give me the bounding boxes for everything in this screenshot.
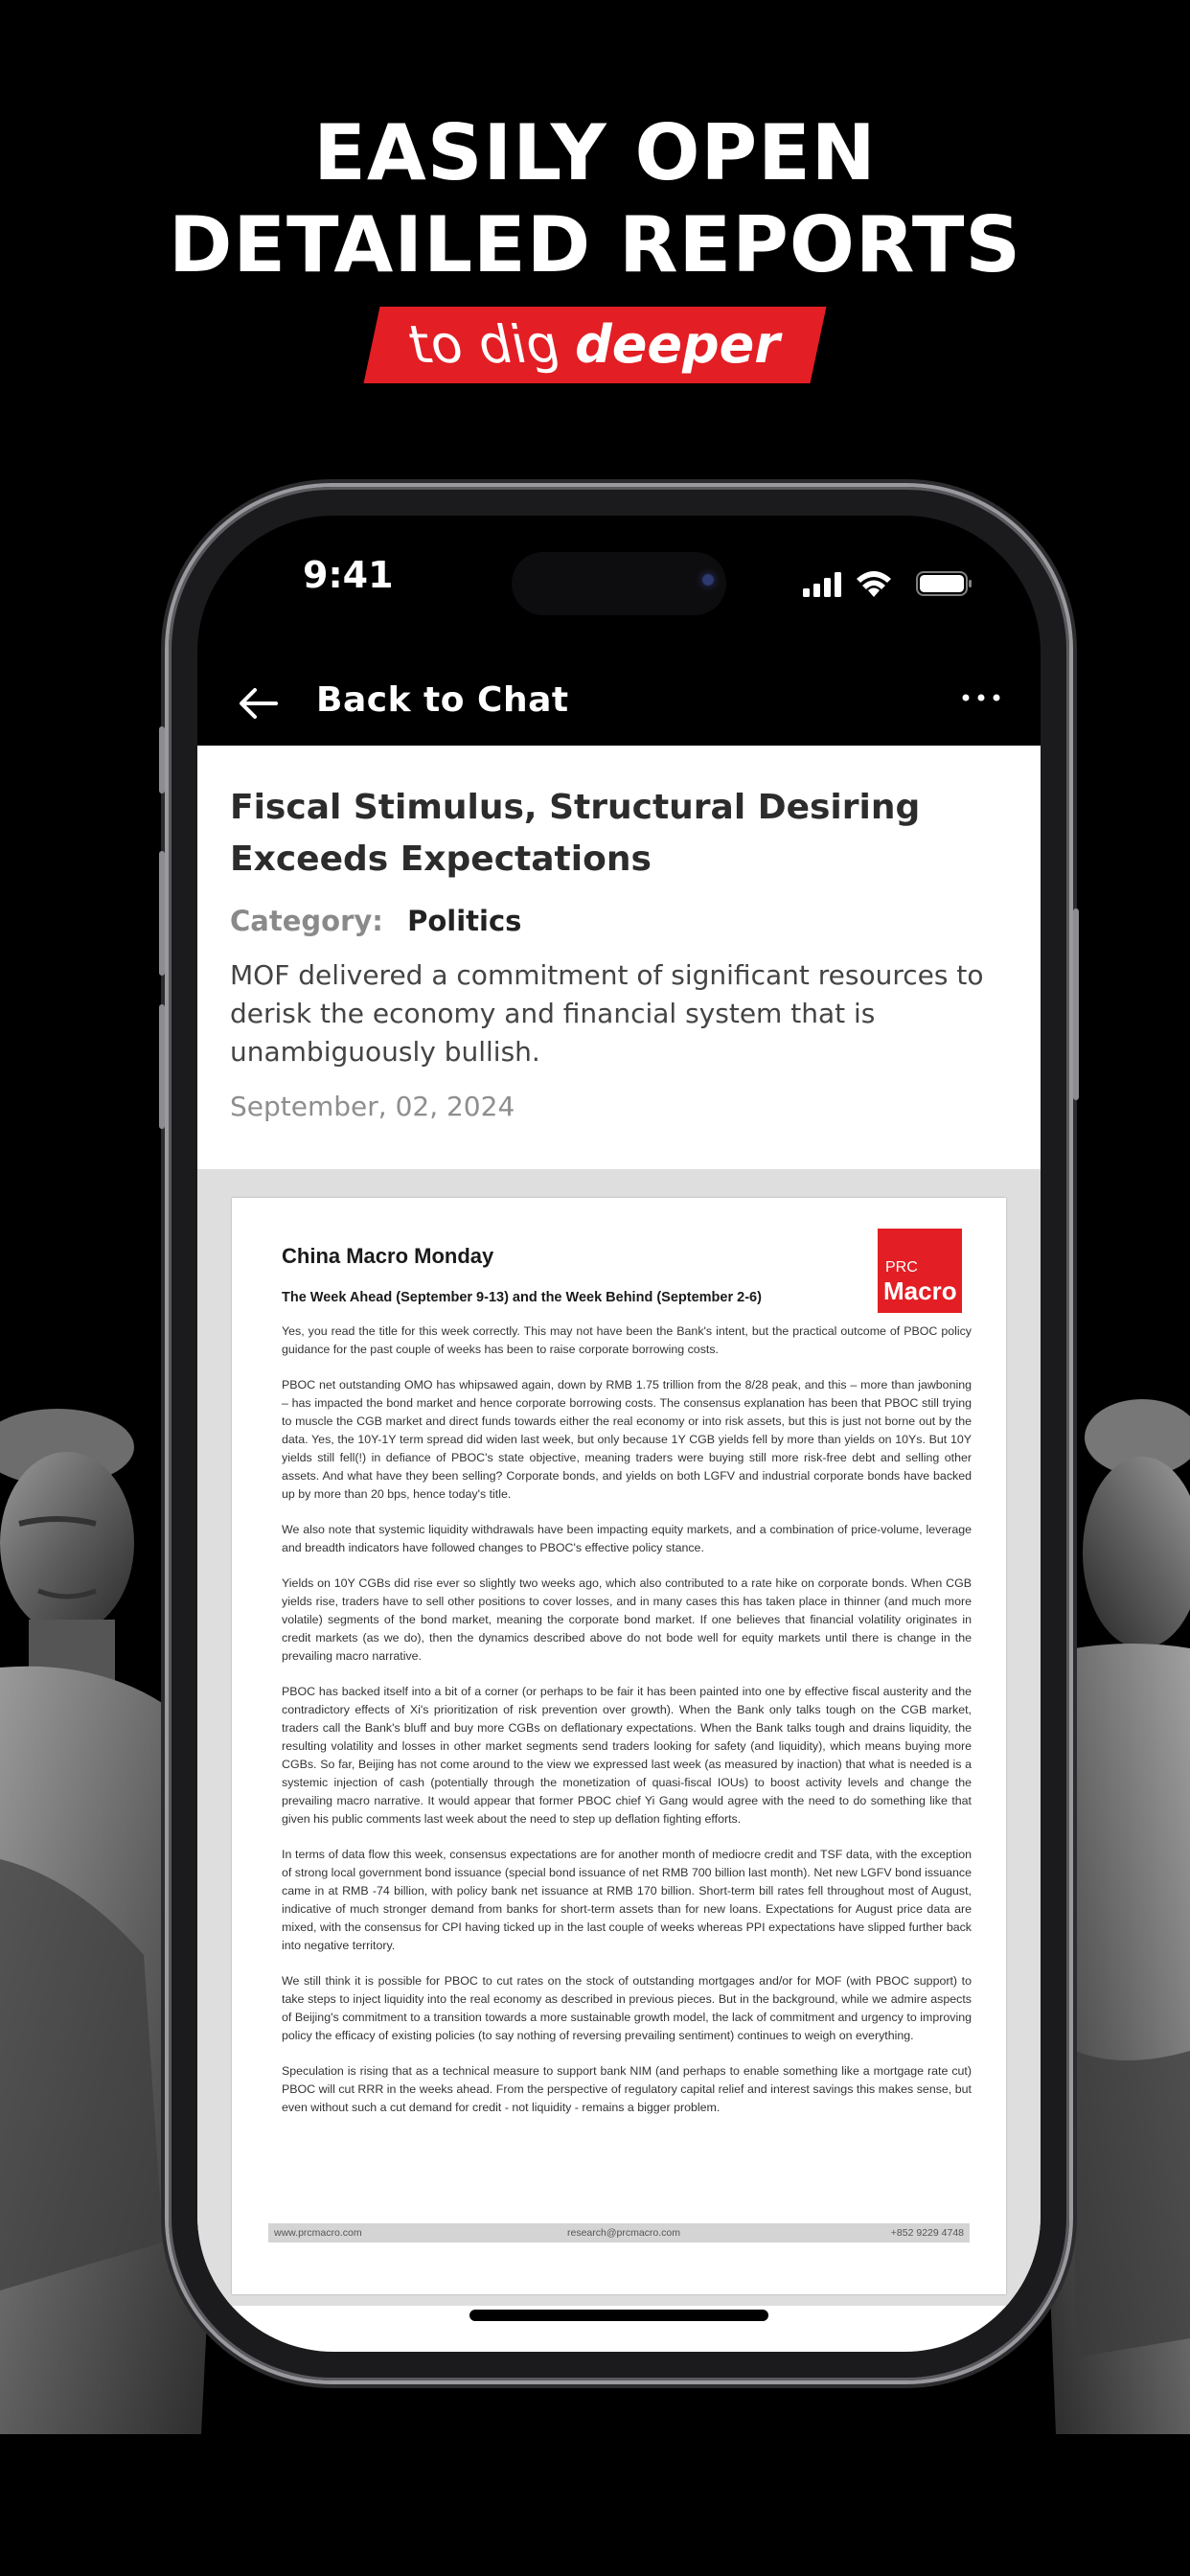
document-page xyxy=(232,1198,1006,2294)
tagline-badge xyxy=(364,307,827,383)
mute-switch xyxy=(159,726,165,794)
report-content xyxy=(197,746,1041,2352)
article-date: September, 02, 2024 xyxy=(230,1091,515,1122)
promo-headline xyxy=(0,107,1190,291)
phone-frame xyxy=(169,487,1069,2380)
document-body xyxy=(282,1236,972,2117)
headline-line-2: DETAILED REPORTS xyxy=(168,200,1022,289)
document-paragraph: Speculation is rising that as a technical measure to support bank NIM (and perhaps to enable something like a mortgage rate cut) PBOC will cut RRR in the weeks ahead. From the perspective of regulatory capital relief and interest savings this makes sense, but even without such a cut demand for credit - not liquidity - remains a bigger problem. xyxy=(282,2064,972,2114)
article-title: Fiscal Stimulus, Structural Desiring Exceeds Expectations xyxy=(230,788,921,879)
article-summary: MOF delivered a commitment of significant resources to derisk the economy and financial system that is unambiguously bullish. xyxy=(230,959,984,1068)
document-paragraph: PBOC has backed itself into a bit of a corner (or perhaps to be fair it has been painted into one by effective fiscal austerity and the contradictory effects of Xi's prioritization of risk prevention over growth). When the Bank only talks tough on the CGB market, traders call the Bank's bluff and buy more CGBs on deflationary expectations. When the Bank talks tough and drains liquidity, the resulting volatility and losses in other market segments send traders looking for safety (and liquidity), which means buying more CGBs. So far, Beijing has not come around to the view we expressed last week (as measured by inaction) that what is needed is a systemic injection of cash (potentially through the monetization of quasi-fiscal IOUs) to boost activity levels and change the prevailing macro narrative. It would appear that former PBOC chief Yi Gang would agree with the need to do something like that given his public comments last week about the need to step up deflation fighting efforts. xyxy=(282,1685,972,1826)
footer-email: research@prcmacro.com xyxy=(567,2227,681,2239)
document-title: China Macro Monday xyxy=(282,1244,494,1268)
document-paragraph: We still think it is possible for PBOC to cut rates on the stock of outstanding mortgages and/or for MOF (with PBOC support) to take steps to inject liquidity into the real economy as described in previous pieces. But in the background, while we admire aspects of Beijing's commitment to a transition towards a more sustainable growth model, the lack of commitment and urgency to improving policy the efficacy of existing policies (to say nothing of reversing prevailing sentiment) continues to weigh on everything. xyxy=(282,1974,972,2042)
phone-screen xyxy=(197,516,1041,2352)
volume-up-button xyxy=(159,851,165,976)
document-paragraph: PBOC net outstanding OMO has whipsawed again, down by RMB 1.75 trillion from the 8/28 peak, and this – more than jawboning – has impacted the bond market and hence corporate borrowing costs. The consensus explanation has been that PBOC still trying to muscle the CGB market and direct funds towards either the real economy or into risk assets, but this is just not borne out by the data. Yes, the 10Y-1Y term spread did widen last week, but only because 1Y CGB yields fell by more than yields on 10Ys. But 10Y yields still fell(!) in defiance of PBOC's state objective, meaning traders were buying still more risk-free debt and selling other assets. And what have they been selling? Corporate bonds, and yields on both LGFV and industrial corporate bonds have backed up by more than 20 bps, hence today's title. xyxy=(282,1378,972,1501)
tagline-prefix: to dig xyxy=(403,314,565,375)
back-arrow-icon[interactable] xyxy=(238,684,280,723)
document-footer xyxy=(268,2223,970,2242)
footer-phone: +852 9229 4748 xyxy=(890,2227,964,2239)
article-category xyxy=(230,905,1008,937)
document-paragraph: Yes, you read the title for this week correctly. This may not have been the Bank's intent, but the practical outcome of PBOC policy guidance for the past couple of weeks has been to raise corporate borrowing costs. xyxy=(282,1324,972,1356)
battery-icon xyxy=(917,572,972,595)
category-value: Politics xyxy=(407,905,522,937)
document-subtitle: The Week Ahead (September 9-13) and the Week Behind (September 2-6) xyxy=(282,1290,762,1305)
tagline-emphasis: deeper xyxy=(575,314,780,375)
cellular-signal-icon xyxy=(803,572,841,597)
status-bar xyxy=(197,516,1041,659)
document-paragraph: Yields on 10Y CGBs did rise ever so slightly two weeks ago, which also contributed to a rate hike on corporate bonds. When CGB yields rise, traders have to sell other positions to cover losses, and in many cases this has taken place in thinner (and much more volatile) segments of the bond market, meaning the corporate bond market. If one believes that financial volatility originates in credit markets (as we do), then the dynamics described above do not bode well for equity markets until there is change in the prevailing macro narrative. xyxy=(282,1576,972,1663)
more-options-icon[interactable] xyxy=(960,688,1002,707)
headline-line-1: EASILY OPEN xyxy=(313,108,877,197)
promo-tagline xyxy=(0,307,1190,383)
status-time: 9:41 xyxy=(303,554,394,596)
back-to-chat-button[interactable]: Back to Chat xyxy=(316,680,569,720)
power-button xyxy=(1073,908,1079,1100)
footer-website: www.prcmacro.com xyxy=(274,2227,362,2239)
document-paragraph: We also note that systemic liquidity withdrawals have been impacting equity markets, and a combination of price-volume, leverage and breadth indicators have followed changes to PBOC's effective policy stance. xyxy=(282,1523,972,1554)
logo-top-text: PRC xyxy=(885,1259,918,1276)
camera-icon xyxy=(696,567,721,592)
home-indicator[interactable] xyxy=(469,2310,768,2321)
status-icons xyxy=(803,569,975,598)
nav-header xyxy=(197,659,1041,746)
document-paragraph: In terms of data flow this week, consensus expectations are for another month of mediocre credit and TSF data, with the exception of strong local government bond issuance (special bond issuance of net RMB 700 billion last month). Net new LGFV bond issuance came in at RMB -74 billion, with policy bank net issuance at RMB 170 billion. Short-term bill rates fell throughout most of August, indicative of much stronger demand from banks for short-term assets than for new loans. Expectations for August price data are mixed, with the consensus for CPI having ticked up in the last couple of weeks whereas PPI expectations have slipped further back into negative territory. xyxy=(282,1848,972,1952)
volume-down-button xyxy=(159,1004,165,1129)
category-label: Category: xyxy=(230,905,383,937)
logo-bottom-text: Macro xyxy=(883,1276,957,1305)
document-viewer[interactable] xyxy=(197,1169,1041,2306)
dynamic-island xyxy=(512,552,726,615)
wifi-icon xyxy=(857,571,891,597)
article-header xyxy=(197,746,1041,1122)
